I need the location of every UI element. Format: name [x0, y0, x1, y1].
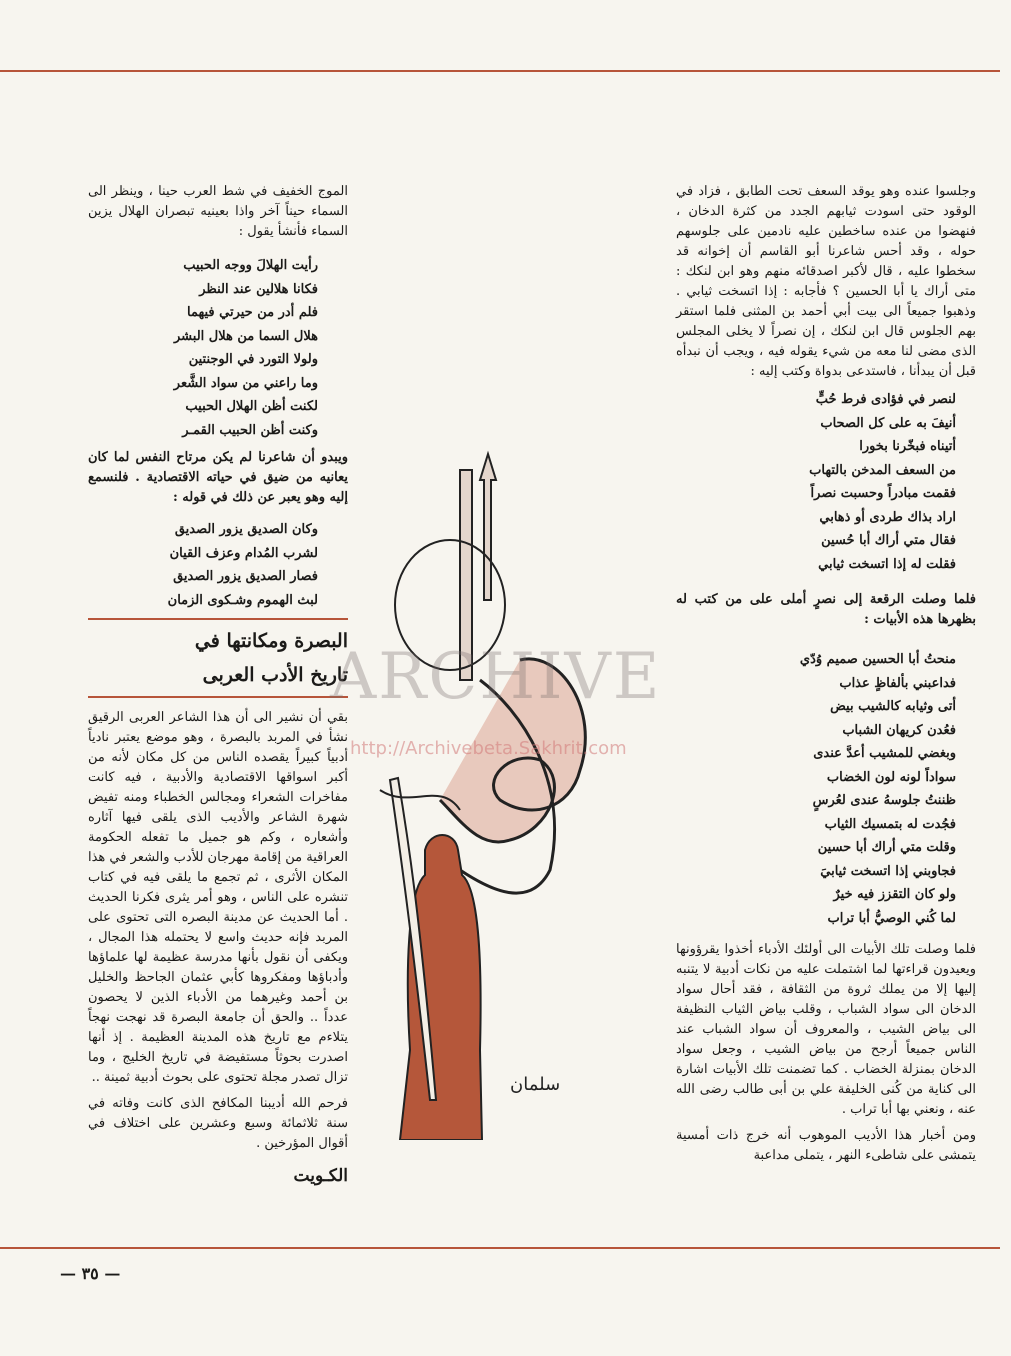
- verse-line: فداعبني بألفاظٍ عذاب: [839, 675, 956, 691]
- section-divider-bottom: [88, 696, 348, 698]
- verse-line: فكانا هلالين عند النظر: [199, 281, 318, 297]
- verse-line: سواداً لونه لون الخضاب: [826, 769, 956, 785]
- archive-watermark: ARCHIVE: [330, 640, 662, 714]
- section-title-line-1: البصرة ومكانتها في: [194, 630, 348, 652]
- verse-line: أنيفَ به على كل الصحاب: [820, 415, 956, 431]
- left-body-paragraph: بقي أن نشير الى أن هذا الشاعر العربى الرقيق نشأ في المربد بالبصرة ، وهو موضع يعتبر نادياً أدبياً كبيراً يقصده الناس من كل مكان لأنه من أكبر اسواقها الاقتصادية والأدبية ، فيه كانت مفاخرات الشعراء ومجالس الخطباء ومنه تفيض شهرة الشاعر والأديب الذى يلقى فيها آثاره وأشعاره ، وكم هو جميل ما تفعله الحكومة العراقية من إقامة مهرجان للأدب والشعر في هذا المكان الأثرى ، ثم تجمع ما يلقى فيه في كتاب تنشره على الناس ، وهو أمر يثرى فكرنا الحديث . أما الحديث عن مدينة البصره التى تحتوى على المربد فإنه حديث واسع لا يحتمله هذا المجال ، ويكفى أن نقول بأنها مدرسة عظيمة لها علماؤها وأدباؤها ومفكروها كأبي عثمان الجاحظ والخليل بن أحمد وغيرهما من الأدباء الذين لا يحصون عدداً .. والحق أن جامعة البصرة قد نهجت نهجاً يتلاءم مع تاريخ هذه المدينة العظيمة . إذ أنها اصدرت بحوثاً مستفيضة في تاريخ الخليج ، وما تزال تصدر مجلة تحتوى على بحوث أدبية ثمينة ..: [88, 710, 348, 1085]
- verse-line: منحتُ أبا الحسين صميم وُدّي: [799, 652, 956, 667]
- left-column: [88, 182, 348, 1186]
- verse-line: ولو كان التقزز فيه خيرٌ: [833, 887, 956, 902]
- artist-signature: سلمان: [510, 1074, 561, 1095]
- verse-line: وما راعني من سواد الشَّعر: [173, 375, 318, 391]
- verse-line: وبغضي للمشيب أعدَّ عندى: [813, 746, 956, 761]
- verse-line: اراد بذاك طردى أو ذهابي: [819, 509, 956, 525]
- verse-line: من السعف المدخن بالتهاب: [809, 462, 956, 478]
- left-poem-1: [88, 248, 348, 442]
- verse-line: فعُدن كريهان الشباب: [842, 722, 956, 738]
- section-divider-top: [88, 618, 348, 620]
- verse-line: فجُدت له بتمسيك الثياب: [824, 816, 956, 832]
- verse-line: وقلت متي أراك أبا حسين: [817, 840, 956, 855]
- verse-line: لنصر في فؤادى فرط حُبٍّ: [815, 392, 956, 407]
- verse-line: فقلت له إذا اتسخت ثيابي: [818, 556, 956, 572]
- calligraphy-illustration: [370, 450, 660, 1140]
- verse-line: لشرب المُدام وعزف القيان: [169, 545, 318, 561]
- page-number: — ٣٥ —: [60, 1264, 121, 1283]
- verse-line: لكنت أظن الهلال الحبيب: [185, 399, 318, 414]
- verse-line: أتى وثيابه كالشيب بيض: [830, 699, 956, 714]
- top-rule: [0, 70, 1000, 72]
- verse-line: هلال السما من هلال البشر: [174, 328, 318, 344]
- left-intro-paragraph: الموج الخفيف في شط العرب حينا ، وينظر الى السماء حيناً آخر واذا بعينيه تبصران الهلال يزين السماء فأنشأ يقول :: [88, 184, 348, 239]
- verse-line: وكنت أظن الحبيب القمـر: [182, 422, 318, 438]
- left-closing-paragraph: فرحم الله أديبنا المكافح الذى كانت وفاته في سنة ثلاثمائة وسبع وعشرين على اختلاف في أقوال المؤرخين .: [88, 1096, 348, 1151]
- bottom-rule: [0, 1247, 1000, 1249]
- right-intro-paragraph: وجلسوا عنده وهو يوقد السعف تحت الطابق ، فزاد في الوقود حتى اسودت ثيابهم الجدد من كثرة الدخان ، فنهضوا من عنده ساخطين عليه نادمين على جلوسهم حوله ، وقد أحس شاعرنا أبو القاسم أن إخوانه قد سخطوا عليه ، قال لأكبر اصدقائه منهم وهو ابن لنكك : متى أراك يا أبا الحسين ؟ فأجابه : إذا اتسخت ثيابي . وذهبوا جميعاً الى بيت أبي أحمد بن المثنى فلما استقر بهم الجلوس قال ابن لنكك ، إن نصراً لا يخلى المجلس الذى مضى لنا معه من شيء يقوله فيه ، ويجب أن نبدأه قبل أن يبدأنا ، فاستدعى بدواة وكتب إليه :: [676, 184, 976, 379]
- left-poem-2: [88, 514, 348, 612]
- verse-line: لبث الهموم وشـكوى الزمان: [167, 592, 318, 608]
- right-outro-paragraph: فلما وصلت تلك الأبيات الى أولئك الأدباء أخذوا يقرؤونها ويعيدون قراءتها لما اشتملت عليه من نكات أدبية لا يتنبه إليها إلا من يملك ثروة من الثقافة ، فقد أحال سواد الدخان الى سواد الشباب ، وقلب بياض الثياب النظيفة الى بياض الشيب ، والمعروف أن سواد الشباب عند الناس جميعاً أرجح من بياض الشيب ، وجعل سواد الدخان بمنزلة الخضاب . كما تضمنت تلك الأبيات اشارة الى كناية من كُنى الخليفة علي بن أبى طالب رضى الله عنه ، ونعني بها أبا تراب .: [676, 942, 976, 1117]
- right-column: [676, 182, 976, 1172]
- watermark-url: http://Archivebeta.Sakhrit.com: [350, 738, 627, 759]
- verse-line: فصار الصديق يزور الصديق: [173, 569, 318, 584]
- verse-line: فلم أدر من حيرتي فيهما: [186, 305, 318, 320]
- left-mid-paragraph: ويبدو أن شاعرنا لم يكن مرتاح النفس لما كان يعانيه من ضيق في حياته الاقتصادية . فلنسمع إليه وهو يعبر عن ذلك في قوله :: [88, 450, 348, 505]
- verse-line: رأيت الهلالَ ووجه الحبيب: [183, 258, 318, 273]
- right-outro-paragraph-2: ومن أخبار هذا الأديب الموهوب أنه خرج ذات أمسية يتمشى على شاطىء النهر ، يتملى مداعبة: [676, 1128, 976, 1163]
- section-title-line-2: تاريخ الأدب العربى: [202, 664, 348, 686]
- right-mid-paragraph: فلما وصلت الرقعة إلى نصرٍ أملى على من كتب له بظهرها هذه الأبيات :: [676, 592, 976, 627]
- verse-line: فقال متي أراك أبا حُسين: [821, 533, 956, 548]
- verse-line: فقمت مبادراً وحسبت نصراً: [810, 486, 956, 501]
- verse-line: ظننتُ جلوسهُ عندى لعُرسٍ: [812, 793, 956, 808]
- right-poem-2: [676, 648, 976, 930]
- country-sign-off: الكـويت: [293, 1166, 348, 1186]
- right-poem-1: [676, 388, 976, 576]
- verse-line: لما كُني الوصيُّ أبا تراب: [827, 910, 956, 926]
- verse-line: وكان الصديق يزور الصديق: [174, 522, 318, 537]
- verse-line: ولولا التورد في الوجنتين: [188, 352, 318, 367]
- verse-line: فجاوبني إذا اتسخت ثيابيَ: [820, 863, 956, 879]
- arrow-stroke: [480, 454, 496, 600]
- verse-line: أتيناه فبخّرنا بخورا: [859, 439, 956, 454]
